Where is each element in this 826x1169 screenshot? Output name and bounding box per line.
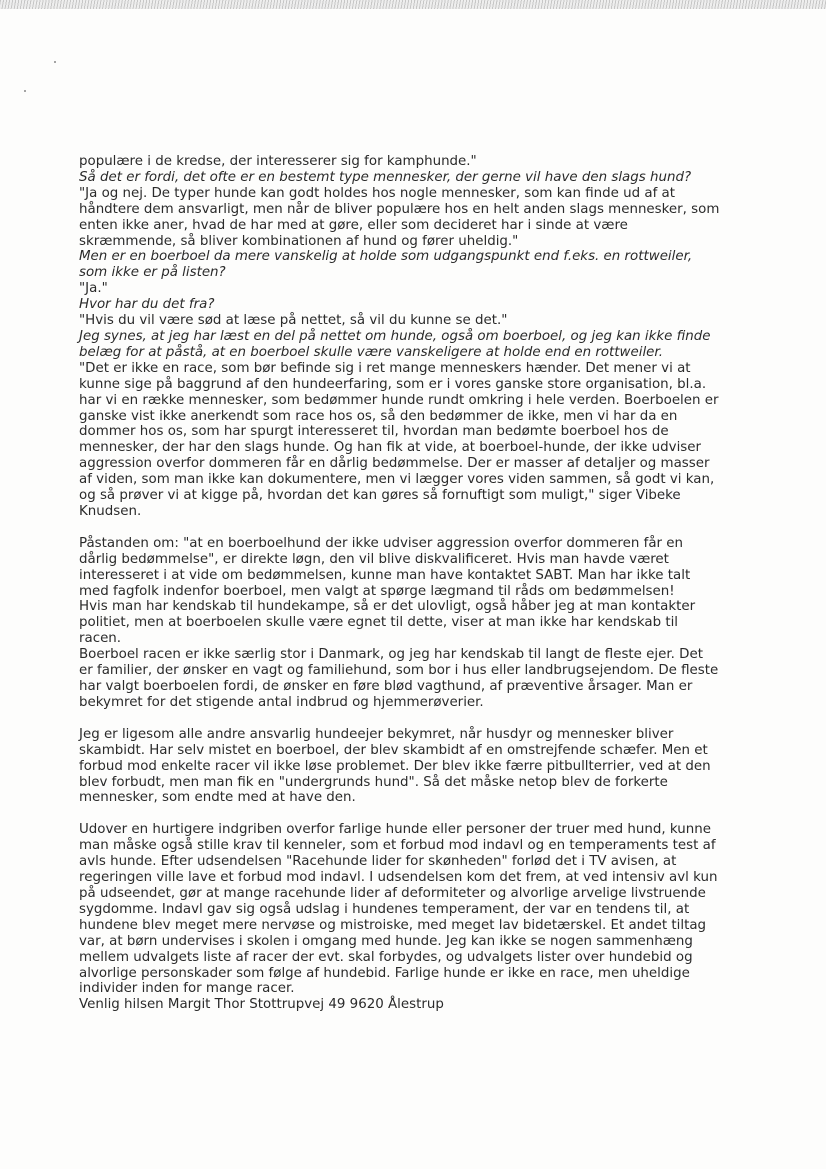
text-line: individer inden for mange racer. [79,981,295,997]
text-line: på udseendet, gør at mange racehunde lider af deformiteter og alvorlige arvelige livstruende [79,885,706,901]
signature: Venlig hilsen Margit Thor Stottrupvej 49 9620 Ålestrup [79,997,444,1013]
text-line: mennesker, som endte med at have den. [79,790,356,806]
text-line: som ikke er på listen? [79,265,226,281]
text-line: Hvor har du det fra? [79,297,215,313]
text-line: er familier, der ønsker en vagt og familiehund, som bor i hus eller landbrugsejendom. De fleste [79,663,719,679]
scan-speck [24,90,26,92]
text-line: enten ikke aner, hvad de har med at gøre, eller som decideret har i sinde at være [79,217,628,233]
text-line: racen. [79,631,122,647]
text-line: blev forbudt, men man fik en "undergrunds hund". Så det måske netop blev de forkerte [79,774,668,790]
letter-body [79,154,759,1013]
text-line: man måske også stille krav til kenneler, som et forbud mod indavl og en temperaments test af [79,838,716,854]
text-line: skambidt. Har selv mistet en boerboel, der blev skambidt af en omstrejfende schæfer. Men et [79,742,708,758]
text-line: har valgt boerboelen fordi, de ønsker en føre blød vagthund, af præventive årsager. Man er [79,679,693,694]
text-line: regeringen ville lave et forbud mod indavl. I udsendelsen kom det frem, at ved intensiv avl kun [79,870,718,886]
text-line: af viden, som man ikke kan dokumentere, men vi lægger vores viden sammen, så godt vi kan, [79,472,715,488]
text-line: Udover en hurtigere indgriben overfor farlige hunde eller personer der truer med hund, kunne [79,822,711,838]
text-line: "Hvis du vil være sød at læse på nettet, så vil du kunne se det." [79,313,508,329]
text-line: Men er en boerboel da mere vanskelig at holde som udgangspunkt end f.eks. en rottweiler, [79,249,693,265]
paragraph-gap [79,806,759,822]
paragraph-concern [79,727,759,807]
text-line: Jeg er ligesom alle andre ansvarlig hundeejer bekymret, når husdyr og mennesker bliver [79,726,674,742]
text-line: belæg for at påstå, at en boerboel skulle være vanskeligere at holde end en rottweiler. [79,344,663,360]
text-line: mennesker, der har den slags hunde. Og han fik at vide, at boerboel-hunde, der ikke udviser [79,440,702,456]
scan-speck [54,61,56,63]
text-line: populære i de kredse, der interesserer sig for kamphunde." [79,154,477,169]
text-line: med fagfolk indenfor boerboel, men valgt at spørge lægmand til råds om bedømmelsen! [79,583,675,599]
text-line: "Det er ikke en race, som bør befinde sig i ret mange menneskers hænder. Det mener vi at [79,360,691,376]
paragraph-proposals [79,822,759,997]
text-line: dommer hos os, som har spurgt interesseret til, hvordan man bedømte boerboel hos de [79,424,669,440]
scan-edge-artifact [0,0,826,9]
text-line: politiet, men at boerboelen skulle være egnet til dette, viser at man ikke har kendskab til [79,615,679,631]
text-line: ganske vist ikke anerkendt som race hos os, så den bedømmer de ikke, men vi har da en [79,408,678,424]
text-line: Jeg synes, at jeg har læst en del på nettet om hunde, også om boerboel, og jeg kan ikke finde [79,328,711,344]
text-line: avls hunde. Efter udsendelsen "Racehunde lider for skønheden" forlød det i TV avisen, at [79,854,677,870]
text-line: forbud mod enkelte racer vil ikke løse problemet. Der blev ikke færre pitbullterrier, ved at den [79,758,711,774]
text-line: "Ja." [79,281,108,297]
text-line: Påstanden om: "at en boerboelhund der ikke udviser aggression overfor dommeren får en [79,535,684,551]
paragraph-claim-response [79,536,759,711]
text-line: interesseret i at vide om bedømmelsen, kunne man have kontaktet SABT. Man har ikke talt [79,567,691,583]
text-line: Knudsen. [79,503,142,519]
text-line: alvorlige personskader som følge af hundebid. Farlige hunde er ikke en race, men uheldige [79,965,690,981]
text-line: har vi en række mennesker, som bedømmer hunde rundt omkring i hele verden. Boerboelen er [79,392,719,408]
text-line: kunne sige på baggrund af den hundeerfaring, som er i vores ganske store organisation, bl.a. [79,376,707,392]
text-line: sygdomme. Indavl gav sig også udslag i hundenes temperament, der var en tendens til, at [79,901,690,917]
text-line: var, at børn undervises i skolen i omgang med hunde. Jeg kan ikke se nogen sammenhæng [79,933,693,949]
text-line: skræmmende, så bliver kombinationen af hund og fører uheldig." [79,233,519,249]
text-line: bekymret for det stigende antal indbrud og hjemmerøverier. [79,694,484,710]
text-line: Hvis man har kendskab til hundekampe, så er det ulovligt, også håber jeg at man kontakter [79,599,696,615]
text-line: "Ja og nej. De typer hunde kan godt holdes hos nogle mennesker, som kan finde ud af at [79,185,675,201]
text-line: Boerboel racen er ikke særlig stor i Danmark, og jeg har kendskab til langt de fleste ejer. Det [79,647,703,663]
text-line: håndtere dem ansvarligt, men når de bliver populære hos en helt anden slags mennesker, som [79,201,720,217]
text-line: Så det er fordi, det ofte er en bestemt type mennesker, der gerne vil have den slags hund? [79,169,692,185]
text-line: aggression overfor dommeren får en dårlig bedømmelse. Der er masser af detaljer og masser [79,456,710,472]
paragraph-gap [79,711,759,727]
text-line: dårlig bedømmelse", er direkte løgn, den vil blive diskvalificeret. Hvis man havde været [79,551,669,567]
text-line: hundene blev meget mere nervøse og mistroiske, med meget lav bidetærskel. Et andet tiltag [79,917,707,933]
text-line: mellem udvalgets liste af racer der evt. skal forbydes, og udvalgets lister over hundebid og [79,949,693,965]
text-line: og så prøver vi at kigge på, hvordan det kan gøres så fornuftigt som muligt," siger Vibeke [79,488,681,504]
interview-excerpt [79,154,759,520]
paragraph-gap [79,520,759,536]
